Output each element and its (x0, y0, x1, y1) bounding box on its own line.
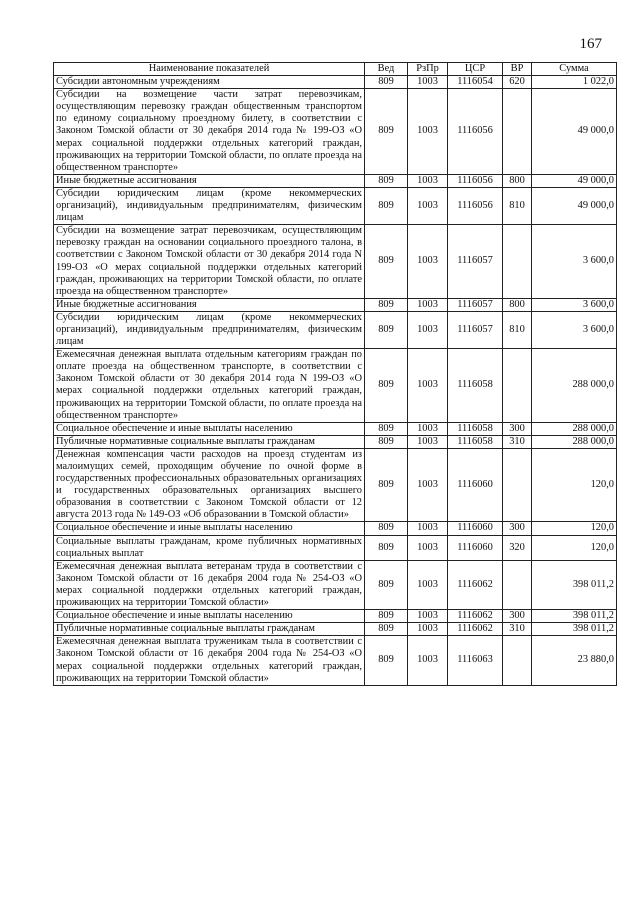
cell-name: Социальные выплаты гражданам, кроме публичных нормативных социальных выплат (54, 535, 365, 560)
header-name: Наименование показателей (54, 63, 365, 76)
cell-rzpr: 1003 (408, 535, 448, 560)
table-row (54, 535, 617, 560)
cell-ved: 809 (365, 435, 408, 448)
cell-vr: 620 (503, 76, 532, 89)
cell-sum: 49 000,0 (532, 187, 617, 224)
table-row (54, 448, 617, 522)
table-row (54, 422, 617, 435)
cell-csr: 1116062 (448, 623, 503, 636)
cell-name: Ежемесячная денежная выплата ветеранам труда в соответствии с Законом Томской области от 16 декабря 2004 года № 254-ОЗ «О мерах социальной поддержки отдельных категорий граждан, проживающих на территории Томской области» (54, 560, 365, 609)
cell-csr: 1116054 (448, 76, 503, 89)
cell-sum: 3 600,0 (532, 298, 617, 311)
cell-ved: 809 (365, 610, 408, 623)
cell-ved: 809 (365, 174, 408, 187)
cell-ved: 809 (365, 522, 408, 535)
cell-ved: 809 (365, 535, 408, 560)
cell-ved: 809 (365, 349, 408, 423)
cell-name: Субсидии на возмещение затрат перевозчикам, осуществляющим перевозку граждан на основании социального проездного талона, в соответствии с Законом Томской области от 30 декабря 2014 года N 199-ОЗ «О мерах социальной поддержки отдельных категорий граждан, проживающих на территории Томской области, по оплате проезда на общественном транспорте» (54, 225, 365, 299)
cell-vr: 310 (503, 435, 532, 448)
table-row (54, 349, 617, 423)
cell-vr: 300 (503, 422, 532, 435)
cell-rzpr: 1003 (408, 174, 448, 187)
cell-rzpr: 1003 (408, 225, 448, 299)
cell-vr: 310 (503, 623, 532, 636)
cell-rzpr: 1003 (408, 349, 448, 423)
cell-ved: 809 (365, 76, 408, 89)
cell-csr: 1116056 (448, 187, 503, 224)
cell-name: Социальное обеспечение и иные выплаты населению (54, 610, 365, 623)
cell-rzpr: 1003 (408, 610, 448, 623)
cell-vr (503, 560, 532, 609)
cell-name: Иные бюджетные ассигнования (54, 174, 365, 187)
cell-name: Публичные нормативные социальные выплаты гражданам (54, 623, 365, 636)
cell-sum: 398 011,2 (532, 610, 617, 623)
cell-vr: 800 (503, 298, 532, 311)
cell-sum: 288 000,0 (532, 422, 617, 435)
cell-sum: 398 011,2 (532, 623, 617, 636)
table-row (54, 636, 617, 685)
cell-vr: 810 (503, 311, 532, 348)
cell-name: Социальное обеспечение и иные выплаты населению (54, 522, 365, 535)
table-row (54, 187, 617, 224)
cell-csr: 1116058 (448, 422, 503, 435)
budget-table (53, 62, 617, 686)
cell-ved: 809 (365, 298, 408, 311)
cell-rzpr: 1003 (408, 560, 448, 609)
cell-sum: 1 022,0 (532, 76, 617, 89)
cell-sum: 120,0 (532, 535, 617, 560)
table-row (54, 76, 617, 89)
cell-sum: 288 000,0 (532, 435, 617, 448)
cell-name: Субсидии на возмещение части затрат перевозчикам, осуществляющим перевозку граждан общественным транспортом по единому социальному проездному билету, в соответствии с Законом Томской области от 30 декабря 2014 года № 199-ОЗ «О мерах социальной поддержки отдельных категорий граждан, проживающих на территории Томской области, по оплате проезда на общественном транспорте» (54, 89, 365, 175)
cell-rzpr: 1003 (408, 298, 448, 311)
cell-rzpr: 1003 (408, 435, 448, 448)
cell-vr: 300 (503, 522, 532, 535)
cell-rzpr: 1003 (408, 89, 448, 175)
cell-ved: 809 (365, 623, 408, 636)
table-row (54, 623, 617, 636)
cell-csr: 1116060 (448, 448, 503, 522)
cell-name: Иные бюджетные ассигнования (54, 298, 365, 311)
cell-csr: 1116062 (448, 560, 503, 609)
cell-ved: 809 (365, 187, 408, 224)
cell-vr: 320 (503, 535, 532, 560)
cell-sum: 49 000,0 (532, 89, 617, 175)
cell-vr (503, 89, 532, 175)
cell-name: Ежемесячная денежная выплата труженикам тыла в соответствии с Законом Томской области от 16 декабря 2004 года № 254-ОЗ «О мерах социальной поддержки отдельных категорий граждан, проживающих на территории Томской области» (54, 636, 365, 685)
cell-rzpr: 1003 (408, 522, 448, 535)
table-row (54, 89, 617, 175)
cell-csr: 1116057 (448, 311, 503, 348)
cell-sum: 3 600,0 (532, 225, 617, 299)
cell-csr: 1116062 (448, 610, 503, 623)
cell-csr: 1116060 (448, 535, 503, 560)
cell-vr: 800 (503, 174, 532, 187)
page-number: 167 (579, 36, 602, 52)
cell-name: Субсидии юридическим лицам (кроме некоммерческих организаций), индивидуальным предпринимателям, физическим лицам (54, 187, 365, 224)
cell-vr (503, 349, 532, 423)
cell-ved: 809 (365, 89, 408, 175)
table-row (54, 298, 617, 311)
cell-ved: 809 (365, 448, 408, 522)
table-row (54, 610, 617, 623)
cell-vr (503, 448, 532, 522)
cell-name: Ежемесячная денежная выплата отдельным категориям граждан по оплате проезда на общественном транспорте, в соответствии с Законом Томской области от 30 декабря 2014 года N 199-ОЗ «О мерах социальной поддержки отдельных категорий граждан, проживающих на территории Томской области, по оплате проезда на общественном транспорте» (54, 349, 365, 423)
cell-rzpr: 1003 (408, 422, 448, 435)
cell-ved: 809 (365, 225, 408, 299)
header-sum: Сумма (532, 63, 617, 76)
cell-csr: 1116057 (448, 225, 503, 299)
cell-ved: 809 (365, 422, 408, 435)
cell-name: Денежная компенсация части расходов на проезд студентам из малоимущих семей, проходящим обучение по очной форме в государственных профессиональных образовательных организациях и государственных образовательных организациях высшего образования в соответствии с Законом Томской области от 12 августа 2013 года № 149-ОЗ «Об образовании в Томской области» (54, 448, 365, 522)
header-rzpr: РзПр (408, 63, 448, 76)
cell-csr: 1116056 (448, 174, 503, 187)
cell-csr: 1116057 (448, 298, 503, 311)
cell-sum: 3 600,0 (532, 311, 617, 348)
header-ved: Вед (365, 63, 408, 76)
cell-sum: 398 011,2 (532, 560, 617, 609)
table-row (54, 311, 617, 348)
table-row (54, 174, 617, 187)
cell-vr (503, 225, 532, 299)
cell-sum: 120,0 (532, 448, 617, 522)
cell-sum: 120,0 (532, 522, 617, 535)
table-row (54, 560, 617, 609)
cell-csr: 1116060 (448, 522, 503, 535)
cell-sum: 23 880,0 (532, 636, 617, 685)
cell-name: Социальное обеспечение и иные выплаты населению (54, 422, 365, 435)
table-row (54, 225, 617, 299)
cell-name: Субсидии юридическим лицам (кроме некоммерческих организаций), индивидуальным предпринимателям, физическим лицам (54, 311, 365, 348)
header-vr: ВР (503, 63, 532, 76)
cell-name: Публичные нормативные социальные выплаты гражданам (54, 435, 365, 448)
cell-name: Субсидии автономным учреждениям (54, 76, 365, 89)
cell-rzpr: 1003 (408, 187, 448, 224)
cell-ved: 809 (365, 636, 408, 685)
cell-vr: 300 (503, 610, 532, 623)
cell-csr: 1116058 (448, 435, 503, 448)
cell-csr: 1116056 (448, 89, 503, 175)
cell-sum: 49 000,0 (532, 174, 617, 187)
table-body (54, 76, 617, 686)
table-row (54, 522, 617, 535)
header-csr: ЦСР (448, 63, 503, 76)
table-header-row (54, 63, 617, 76)
cell-csr: 1116063 (448, 636, 503, 685)
cell-rzpr: 1003 (408, 76, 448, 89)
cell-ved: 809 (365, 560, 408, 609)
cell-rzpr: 1003 (408, 311, 448, 348)
cell-rzpr: 1003 (408, 636, 448, 685)
cell-ved: 809 (365, 311, 408, 348)
cell-rzpr: 1003 (408, 623, 448, 636)
table-row (54, 435, 617, 448)
cell-sum: 288 000,0 (532, 349, 617, 423)
cell-vr: 810 (503, 187, 532, 224)
cell-vr (503, 636, 532, 685)
cell-csr: 1116058 (448, 349, 503, 423)
cell-rzpr: 1003 (408, 448, 448, 522)
